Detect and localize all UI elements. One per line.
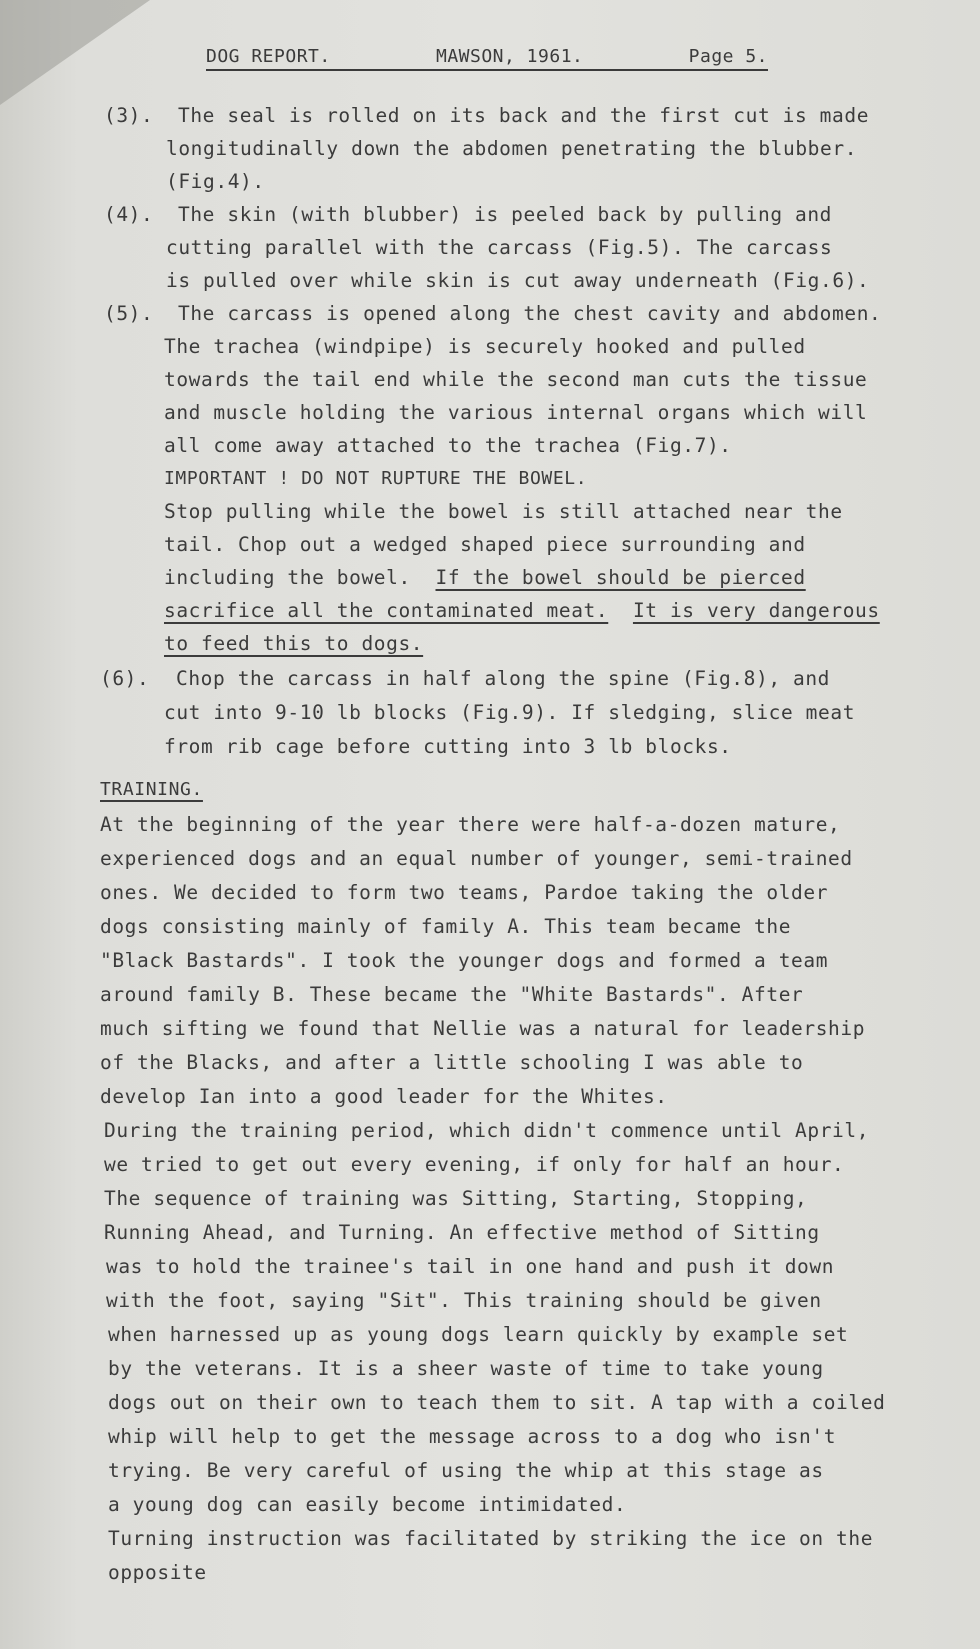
text-segment: including the bowel. <box>164 566 411 589</box>
text-line: when harnessed up as young dogs learn quickly by example set <box>108 1323 849 1346</box>
text-line: of the Blacks, and after a little schooling I was able to <box>100 1051 804 1074</box>
text-line: The skin (with blubber) is peeled back by pulling and <box>178 203 833 226</box>
underlined-text: to feed this to dogs. <box>164 632 424 655</box>
text-line: we tried to get out every evening, if only for half an hour. <box>104 1153 845 1176</box>
text-line: is pulled over while skin is cut away underneath (Fig.6). <box>166 269 870 292</box>
text-line: experienced dogs and an equal number of younger, semi-trained <box>100 847 853 870</box>
text-line: Running Ahead, and Turning. An effective method of Sitting <box>104 1221 820 1244</box>
item-number: (6). <box>100 667 150 690</box>
text-line: dogs consisting mainly of family A. This team became the <box>100 915 792 938</box>
report-title: DOG REPORT. <box>206 46 331 67</box>
text-line: all come away attached to the trachea (Fig.7). <box>164 434 732 457</box>
text-line: The seal is rolled on its back and the first cut is made <box>178 104 870 127</box>
text-line: and muscle holding the various internal organs which will <box>164 401 868 424</box>
text-line: around family B. These became the "White Bastards". After <box>100 983 804 1006</box>
text-line: Turning instruction was facilitated by striking the ice on the <box>108 1527 874 1550</box>
text-line: a young dog can easily become intimidated. <box>108 1493 627 1516</box>
text-line: The sequence of training was Sitting, Starting, Stopping, <box>104 1187 808 1210</box>
text-line: dogs out on their own to teach them to sit. A tap with a coiled <box>108 1391 886 1414</box>
text-line: by the veterans. It is a sheer waste of time to take young <box>108 1357 824 1380</box>
text-line: with the foot, saying "Sit". This training should be given <box>106 1289 822 1312</box>
text-line: much sifting we found that Nellie was a natural for leadership <box>100 1017 866 1040</box>
text-line <box>164 599 880 623</box>
text-line <box>164 632 423 656</box>
important-warning: IMPORTANT ! DO NOT RUPTURE THE BOWEL. <box>164 468 588 489</box>
text-line: At the beginning of the year there were half-a-dozen mature, <box>100 813 841 836</box>
text-line: was to hold the trainee's tail in one hand and push it down <box>106 1255 835 1278</box>
text-line: "Black Bastards". I took the younger dogs and formed a team <box>100 949 829 972</box>
text-line <box>164 566 806 590</box>
page-header <box>206 46 768 71</box>
item-number: (5). <box>104 302 154 325</box>
text-line: The trachea (windpipe) is securely hooked and pulled <box>164 335 806 358</box>
text-line: develop Ian into a good leader for the Whites. <box>100 1085 668 1108</box>
page-number: Page 5. <box>688 46 768 67</box>
underlined-text: It is very dangerous <box>632 599 880 622</box>
text-line: The carcass is opened along the chest cavity and abdomen. <box>178 302 882 325</box>
text-line: ones. We decided to form two teams, Pardoe taking the older <box>100 881 829 904</box>
text-line: tail. Chop out a wedged shaped piece surrounding and <box>164 533 806 556</box>
text-line: whip will help to get the message across to a dog who isn't <box>108 1425 837 1448</box>
text-line: trying. Be very careful of using the whip at this stage as <box>108 1459 824 1482</box>
text-line: cutting parallel with the carcass (Fig.5). The carcass <box>166 236 833 259</box>
text-line: (Fig.4). <box>166 170 265 193</box>
item-number: (3). <box>104 104 154 127</box>
folded-corner <box>0 0 150 105</box>
text-line: from rib cage before cutting into 3 lb blocks. <box>164 735 732 758</box>
underlined-text: sacrifice all the contaminated meat. <box>164 599 609 622</box>
text-line: During the training period, which didn't commence until April, <box>104 1119 870 1142</box>
underlined-text: If the bowel should be pierced <box>435 566 806 589</box>
text-line: Stop pulling while the bowel is still attached near the <box>164 500 843 523</box>
text-line: towards the tail end while the second man cuts the tissue <box>164 368 868 391</box>
section-heading: TRAINING. <box>100 779 203 800</box>
text-line: opposite <box>108 1561 207 1584</box>
text-line: longitudinally down the abdomen penetrating the blubber. <box>166 137 858 160</box>
place-year: MAWSON, 1961. <box>435 46 584 67</box>
item-number: (4). <box>104 203 154 226</box>
text-line: cut into 9-10 lb blocks (Fig.9). If sledging, slice meat <box>164 701 856 724</box>
text-line: Chop the carcass in half along the spine (Fig.8), and <box>176 667 831 690</box>
